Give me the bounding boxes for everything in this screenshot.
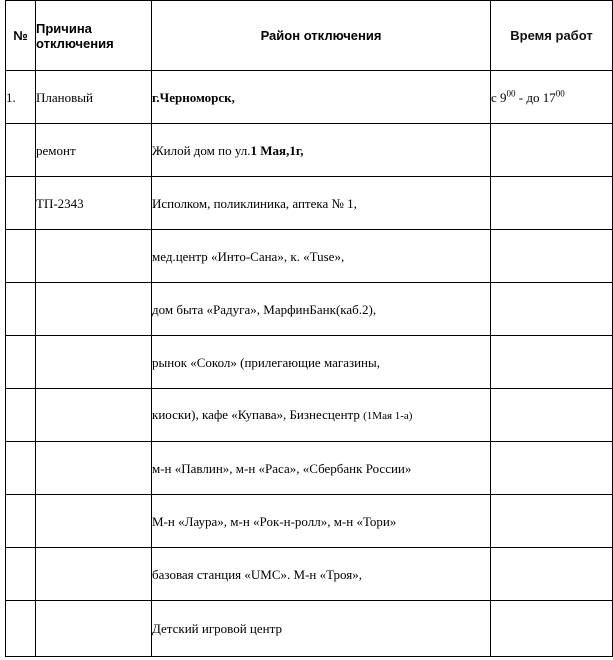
- row-reason: ТП-2343: [36, 177, 152, 230]
- row-area: мед.центр «Инто-Сана», к. «Tuse»,: [152, 230, 491, 283]
- row-time: [491, 177, 613, 230]
- table-row: [6, 283, 613, 336]
- outage-table: [5, 0, 613, 657]
- row-area: м-н «Павлин», м-н «Раса», «Сбербанк России»: [152, 442, 491, 495]
- table-row: [6, 442, 613, 495]
- header-reason-line1: Причина: [36, 20, 92, 36]
- header-reason: [36, 1, 152, 71]
- row-reason: [36, 495, 152, 548]
- area-address-note: (1Мая 1-а): [363, 409, 413, 422]
- table-row: [6, 548, 613, 601]
- row-area: г.Черноморск,: [152, 71, 491, 124]
- table-row: [6, 124, 613, 177]
- row-num: [6, 177, 36, 230]
- row-area: дом быта «Радуга», МарфинБанк(каб.2),: [152, 283, 491, 336]
- row-time: [491, 601, 613, 657]
- table-header-row: [6, 1, 613, 71]
- row-time: [491, 389, 613, 442]
- row-reason: ремонт: [36, 124, 152, 177]
- row-reason: [36, 548, 152, 601]
- table-row: [6, 230, 613, 283]
- row-num: 1.: [6, 71, 36, 124]
- row-num: [6, 548, 36, 601]
- row-area: [152, 389, 491, 442]
- header-time: Время работ: [491, 1, 613, 71]
- row-reason: [36, 601, 152, 657]
- row-time: [491, 442, 613, 495]
- row-time: [491, 548, 613, 601]
- time-from-minutes: 00: [506, 88, 516, 99]
- header-area: Район отключения: [152, 1, 491, 71]
- time-to: - до 17: [515, 89, 556, 105]
- row-num: [6, 336, 36, 389]
- row-time: [491, 495, 613, 548]
- area-prefix: Жилой дом по ул.: [152, 142, 251, 158]
- row-num: [6, 495, 36, 548]
- row-num: [6, 230, 36, 283]
- table-row: [6, 336, 613, 389]
- row-reason: [36, 389, 152, 442]
- area-text: киоски), кафе «Купава», Бизнесцентр: [152, 406, 360, 422]
- row-area: Детский игровой центр: [152, 601, 491, 657]
- row-time: [491, 71, 613, 124]
- table-row: [6, 177, 613, 230]
- row-area: [152, 124, 491, 177]
- row-area: рынок «Сокол» (прилегающие магазины,: [152, 336, 491, 389]
- row-reason: [36, 283, 152, 336]
- row-num: [6, 601, 36, 657]
- area-address: 1 Мая,1г,: [250, 142, 304, 158]
- row-reason: [36, 442, 152, 495]
- header-reason-line2: отключения: [36, 35, 114, 51]
- header-num: №: [6, 1, 36, 71]
- row-reason: [36, 230, 152, 283]
- row-num: [6, 389, 36, 442]
- row-area: М-н «Лаура», м-н «Рок-н-ролл», м-н «Тори»: [152, 495, 491, 548]
- row-time: [491, 283, 613, 336]
- table-row: [6, 389, 613, 442]
- row-time: [491, 336, 613, 389]
- row-time: [491, 230, 613, 283]
- row-area: Исполком, поликлиника, аптека № 1,: [152, 177, 491, 230]
- time-from: с 9: [491, 89, 507, 105]
- time-to-minutes: 00: [555, 88, 565, 99]
- table-row: [6, 601, 613, 657]
- row-num: [6, 124, 36, 177]
- row-area: базовая станция «UMC». М-н «Троя»,: [152, 548, 491, 601]
- row-time: [491, 124, 613, 177]
- table-row: [6, 495, 613, 548]
- table-row: [6, 71, 613, 124]
- row-num: [6, 283, 36, 336]
- row-num: [6, 442, 36, 495]
- row-reason: Плановый: [36, 71, 152, 124]
- row-reason: [36, 336, 152, 389]
